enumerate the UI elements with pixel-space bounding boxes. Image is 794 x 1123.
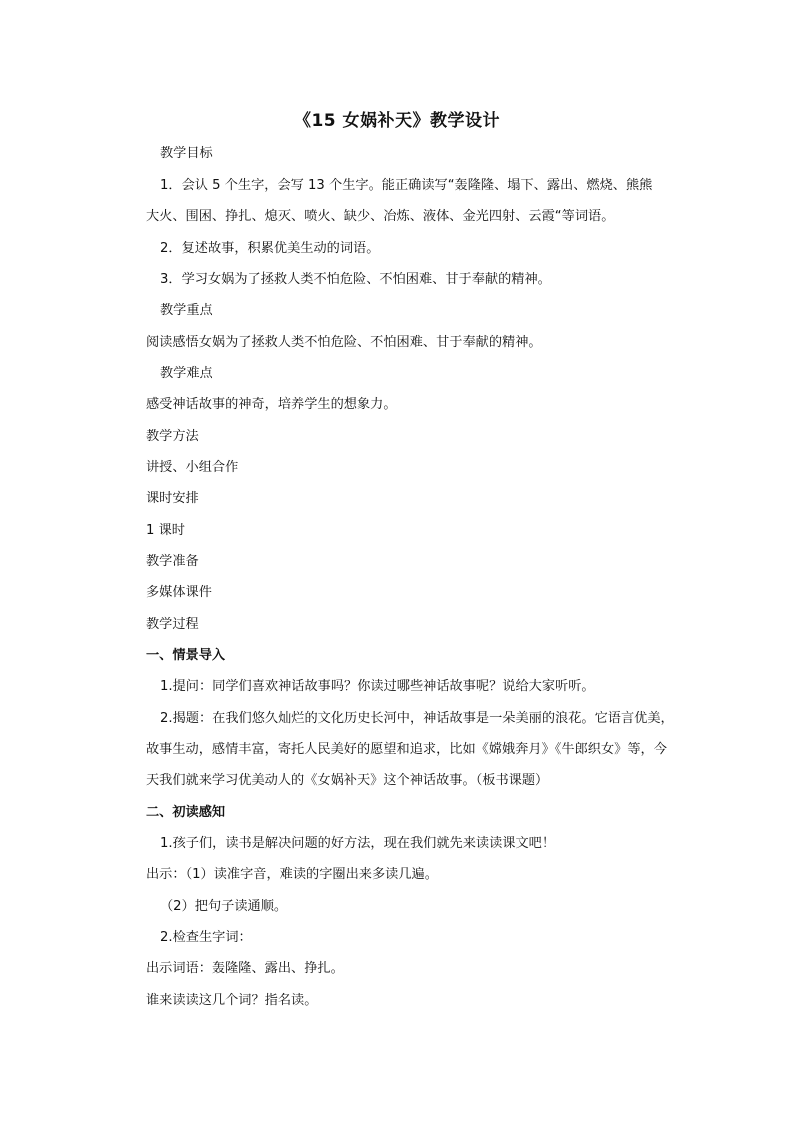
section-1-item-2-line-2: 故事生动，感情丰富，寄托人民美好的愿望和追求，比如《嫦娥奔月》《牛郎织女》等，今 <box>146 742 667 757</box>
section-1-item-2-line-1: 2.揭题：在我们悠久灿烂的文化历史长河中，神话故事是一朵美丽的浪花。它语言优美， <box>160 711 674 726</box>
methods-text: 讲授、小组合作 <box>146 460 239 475</box>
key-points-text: 阅读感悟女娲为了拯救人类不怕危险、不怕困难、甘于奉献的精神。 <box>146 335 542 350</box>
heading-process: 教学过程 <box>146 617 199 632</box>
section-1-item-1: 1.提问：同学们喜欢神话故事吗？你读过哪些神话故事呢？说给大家听听。 <box>160 679 595 694</box>
preparation-text: 多媒体课件 <box>146 585 212 600</box>
section-2-show-2: （2）把句子读通顺。 <box>160 899 288 914</box>
section-2-read: 谁来读读这几个词？指名读。 <box>146 993 318 1008</box>
heading-methods: 教学方法 <box>146 429 199 444</box>
section-2-item-1: 1.孩子们，读书是解决问题的好方法，现在我们就先来读读课文吧！ <box>160 836 556 851</box>
heading-teaching-goals: 教学目标 <box>160 146 213 161</box>
heading-key-points: 教学重点 <box>160 303 213 318</box>
difficulties-text: 感受神话故事的神奇，培养学生的想象力。 <box>146 397 397 412</box>
goal-3: 3．学习女娲为了拯救人类不怕危险、不怕困难、甘于奉献的精神。 <box>160 272 551 287</box>
goal-2: 2．复述故事，积累优美生动的词语。 <box>160 241 380 256</box>
section-2-item-2: 2.检查生字词： <box>160 930 252 945</box>
heading-preparation: 教学准备 <box>146 554 199 569</box>
goal-1-line-2: 大火、围困、挣扎、熄灭、喷火、缺少、冶炼、液体、金光四射、云霞“等词语。 <box>146 209 615 224</box>
section-2-show-1: 出示：（1）读准字音，难读的字圈出来多读几遍。 <box>146 867 438 882</box>
section-2-show-words: 出示词语：轰隆隆、露出、挣扎。 <box>146 961 344 976</box>
section-1-item-2-line-3: 天我们就来学习优美动人的《女娲补天》这个神话故事。（板书课题） <box>146 773 549 788</box>
document-title: 《15 女娲补天》教学设计 <box>293 111 501 131</box>
section-2-heading: 二、初读感知 <box>146 805 226 820</box>
heading-difficulties: 教学难点 <box>160 366 213 381</box>
heading-schedule: 课时安排 <box>146 491 199 506</box>
goal-1-line-1: 1．会认 5 个生字，会写 13 个生字。能正确读写“轰隆隆、塌下、露出、燃烧、熊熊 <box>160 178 653 193</box>
schedule-text: 1 课时 <box>146 523 185 538</box>
section-1-heading: 一、情景导入 <box>146 648 226 663</box>
